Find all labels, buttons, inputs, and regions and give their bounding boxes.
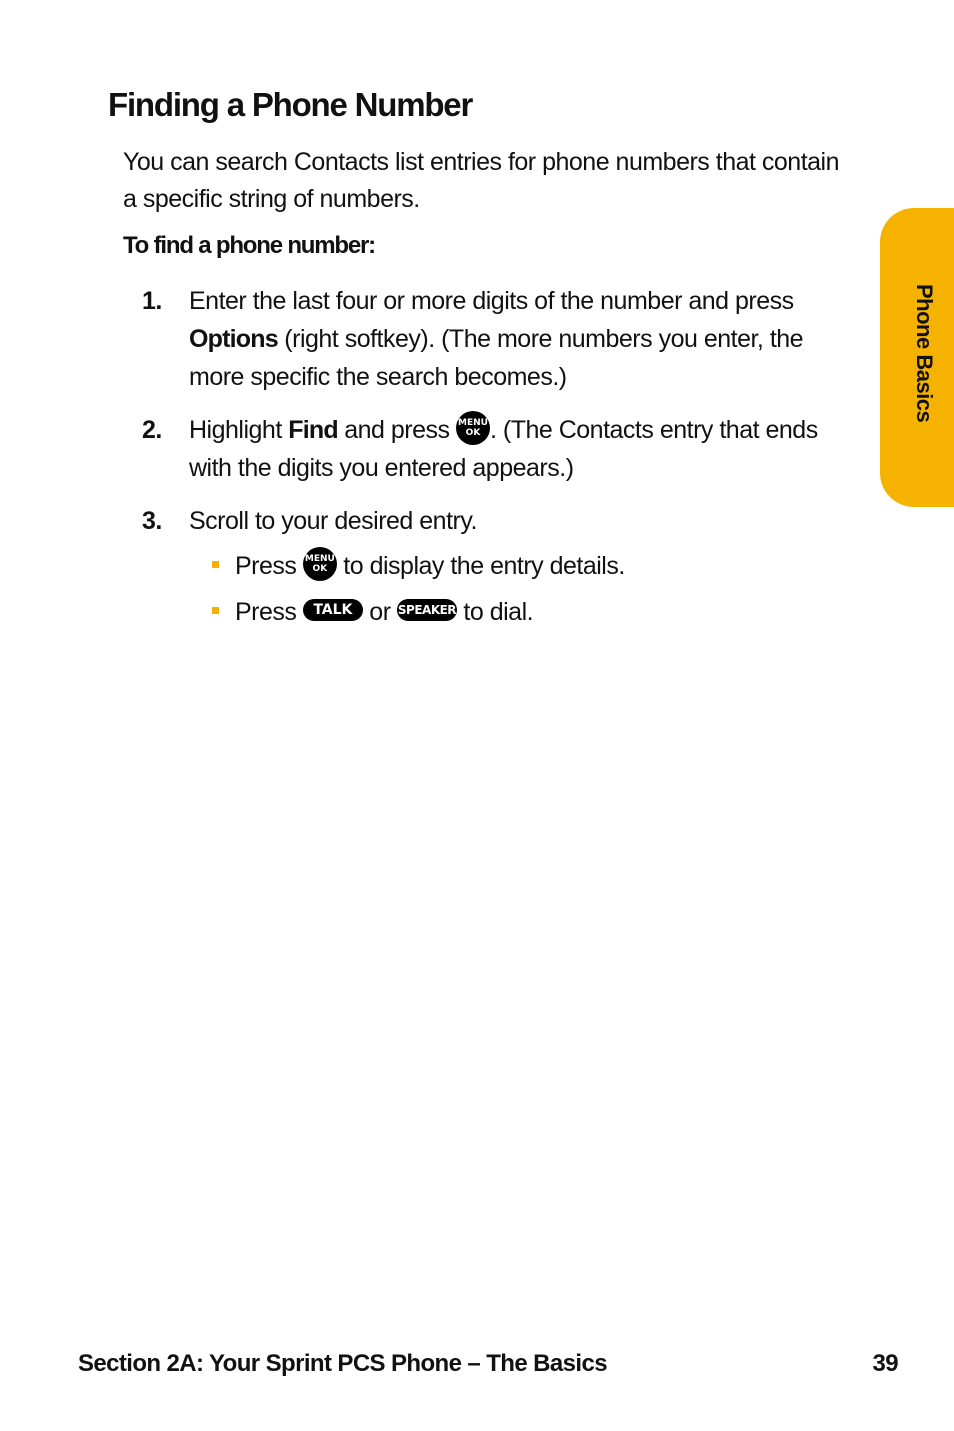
footer-section-title: Section 2A: Your Sprint PCS Phone – The Basics — [78, 1350, 607, 1377]
talk-key-icon: TALK — [303, 599, 363, 621]
key-label: OK — [465, 428, 481, 439]
page-title: Finding a Phone Number — [108, 86, 473, 123]
bullet-text: to display the entry details. — [336, 552, 625, 580]
key-label: OK — [312, 564, 328, 575]
step-3 — [142, 502, 842, 540]
bullet-text: to dial. — [456, 598, 534, 626]
intro-paragraph: You can search Contacts list entries for phone numbers that contain a specific string of numbers. — [123, 148, 840, 213]
step-text-part: Enter the last four or more digits of the number and press — [189, 287, 794, 315]
bullet-square-icon — [212, 607, 219, 614]
bullet-text: Press — [235, 598, 303, 626]
menu-ok-key-icon — [303, 547, 337, 581]
step-1 — [142, 282, 842, 396]
step-2 — [142, 411, 842, 487]
page-footer — [78, 1350, 898, 1378]
step-text-part: and press — [337, 416, 456, 444]
step-text — [189, 411, 842, 487]
key-label: MENU — [304, 554, 335, 565]
step-text: Scroll to your desired entry. — [189, 507, 477, 535]
bullet-item — [212, 547, 625, 585]
menu-ok-key-icon — [456, 411, 490, 445]
speaker-key-icon: SPEAKER — [397, 599, 457, 621]
key-label: MENU — [458, 418, 488, 429]
find-option-label: Find — [288, 416, 338, 444]
step-text-part: . (The Contacts entry that ends with the digits you entered appears.) — [189, 416, 818, 482]
bullet-text: Press — [235, 552, 303, 580]
step-text-part: Highlight — [189, 416, 289, 444]
bullet-text: or — [362, 598, 397, 626]
step-number: 1. — [142, 287, 162, 315]
page-number: 39 — [872, 1350, 898, 1377]
options-softkey-label: Options — [189, 325, 278, 353]
procedure-heading: To find a phone number: — [123, 232, 375, 259]
bullet-item — [212, 593, 533, 631]
section-tab-label: Phone Basics — [912, 284, 937, 423]
step-number: 2. — [142, 416, 162, 444]
step-number: 3. — [142, 507, 162, 535]
step-text — [189, 282, 842, 396]
bullet-square-icon — [212, 561, 219, 568]
step-text-part: (right softkey). (The more numbers you enter, the more specific the search becomes.) — [189, 325, 804, 391]
